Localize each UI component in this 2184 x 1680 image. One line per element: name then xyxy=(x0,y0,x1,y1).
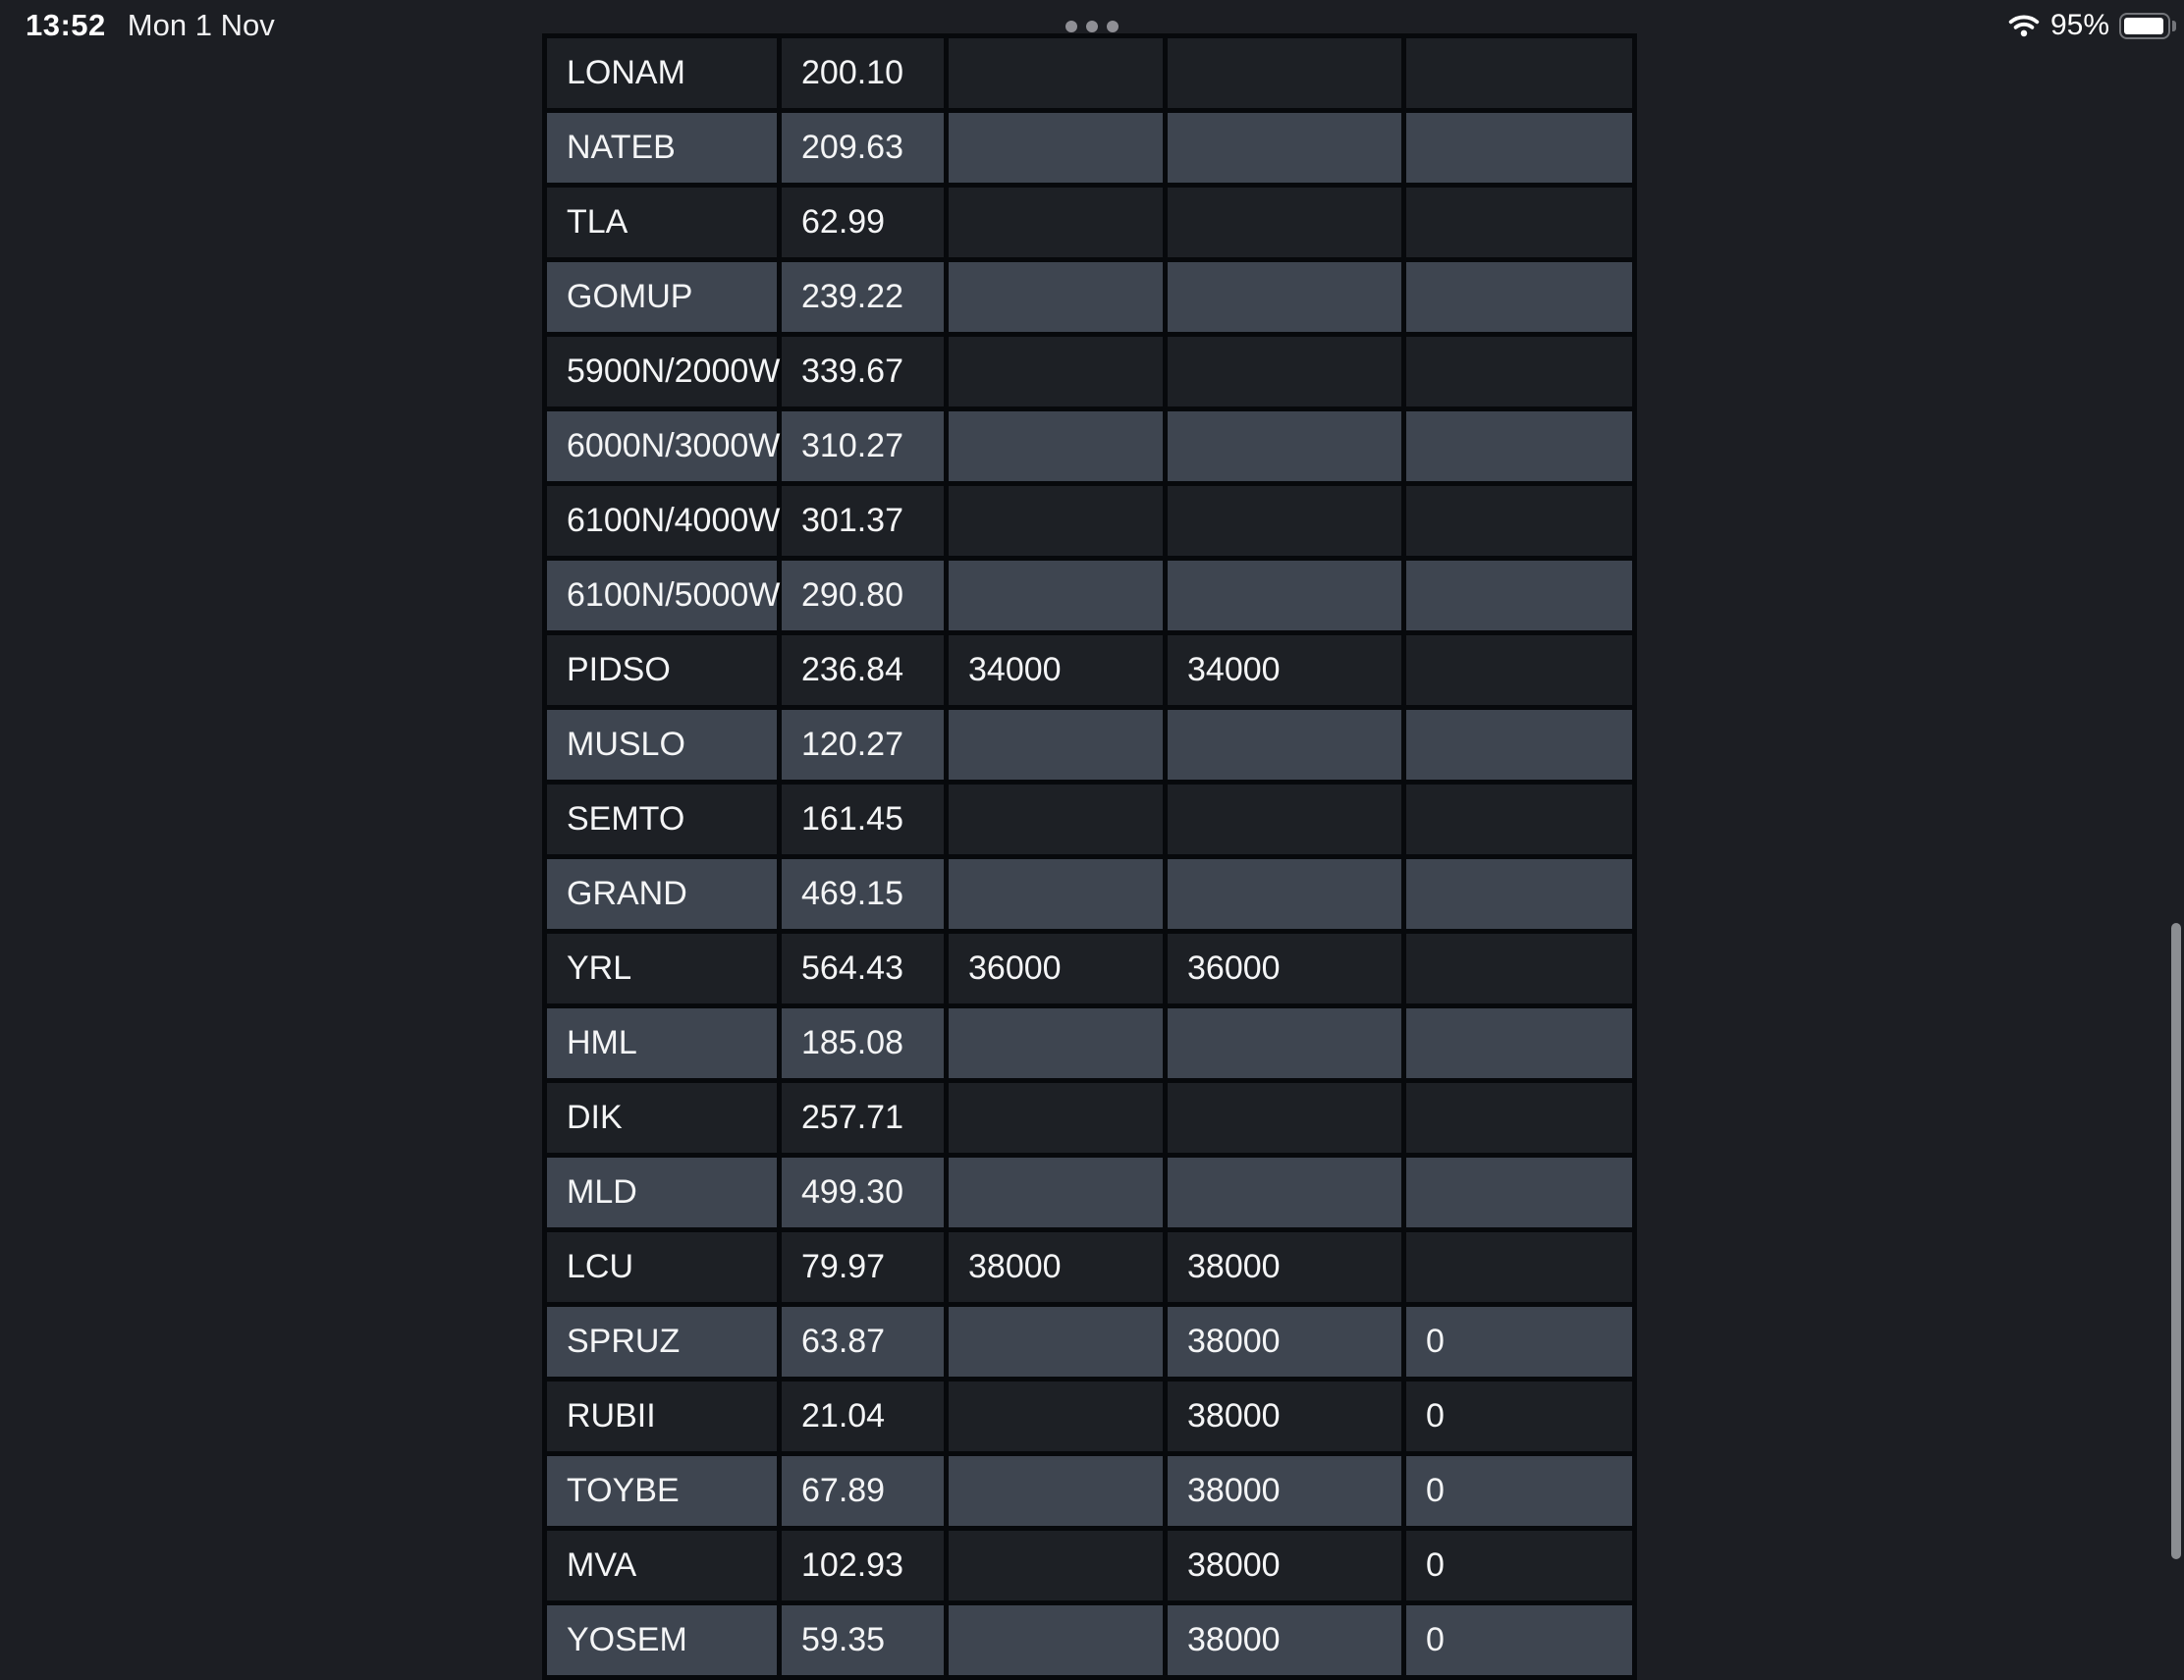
battery-fill xyxy=(2124,18,2163,34)
value-cell xyxy=(1406,785,1632,854)
value-cell xyxy=(949,1307,1163,1377)
value-cell xyxy=(1406,934,1632,1003)
value-cell xyxy=(1168,561,1401,630)
table-row xyxy=(547,710,1632,780)
value-cell: 38000 xyxy=(1168,1382,1401,1451)
value-cell: 38000 xyxy=(1168,1456,1401,1526)
table-row xyxy=(547,1158,1632,1227)
page-content xyxy=(542,54,1637,1658)
value-cell xyxy=(1406,1158,1632,1227)
waypoint-cell: GOMUP xyxy=(547,262,777,332)
tab-overflow-dot xyxy=(1086,21,1098,32)
value-cell xyxy=(949,1605,1163,1675)
value-cell xyxy=(1406,710,1632,780)
value-cell: 59.35 xyxy=(782,1605,944,1675)
value-cell xyxy=(1168,262,1401,332)
value-cell xyxy=(1168,337,1401,406)
value-cell: 564.43 xyxy=(782,934,944,1003)
table-row xyxy=(547,337,1632,406)
table-row xyxy=(547,1382,1632,1451)
value-cell xyxy=(1406,1083,1632,1153)
value-cell: 290.80 xyxy=(782,561,944,630)
waypoint-cell: LONAM xyxy=(547,38,777,108)
value-cell: 0 xyxy=(1406,1382,1632,1451)
tab-overflow-button[interactable] xyxy=(1065,21,1119,32)
table-row xyxy=(547,1456,1632,1526)
waypoint-cell: GRAND xyxy=(547,859,777,929)
value-cell: 36000 xyxy=(949,934,1163,1003)
value-cell: 36000 xyxy=(1168,934,1401,1003)
value-cell xyxy=(949,785,1163,854)
value-cell: 38000 xyxy=(1168,1307,1401,1377)
waypoint-cell: YOSEM xyxy=(547,1605,777,1675)
value-cell: 38000 xyxy=(949,1232,1163,1302)
flightplan-table xyxy=(542,33,1637,1680)
value-cell: 257.71 xyxy=(782,1083,944,1153)
value-cell: 161.45 xyxy=(782,785,944,854)
value-cell xyxy=(949,1531,1163,1600)
value-cell xyxy=(1406,337,1632,406)
table-row xyxy=(547,934,1632,1003)
value-cell xyxy=(1406,411,1632,481)
value-cell xyxy=(1168,710,1401,780)
wifi-icon xyxy=(2007,13,2041,38)
table-row xyxy=(547,411,1632,481)
value-cell xyxy=(1168,113,1401,183)
value-cell xyxy=(1168,411,1401,481)
value-cell xyxy=(949,710,1163,780)
value-cell xyxy=(1168,188,1401,257)
table-row xyxy=(547,262,1632,332)
waypoint-cell: 6100N/5000W xyxy=(547,561,777,630)
table-row xyxy=(547,1008,1632,1078)
table-row xyxy=(547,635,1632,705)
value-cell: 185.08 xyxy=(782,1008,944,1078)
value-cell xyxy=(1168,486,1401,556)
value-cell: 0 xyxy=(1406,1605,1632,1675)
value-cell: 62.99 xyxy=(782,188,944,257)
value-cell xyxy=(949,1083,1163,1153)
waypoint-cell: TOYBE xyxy=(547,1456,777,1526)
table-row xyxy=(547,859,1632,929)
waypoint-cell: SEMTO xyxy=(547,785,777,854)
value-cell xyxy=(949,188,1163,257)
value-cell xyxy=(949,1158,1163,1227)
value-cell xyxy=(1168,859,1401,929)
value-cell xyxy=(949,411,1163,481)
waypoint-cell: SPRUZ xyxy=(547,1307,777,1377)
waypoint-cell: 6100N/4000W xyxy=(547,486,777,556)
value-cell xyxy=(1406,38,1632,108)
value-cell xyxy=(949,859,1163,929)
table-row xyxy=(547,113,1632,183)
value-cell xyxy=(1168,785,1401,854)
value-cell xyxy=(949,113,1163,183)
tab-overflow-dot xyxy=(1065,21,1077,32)
battery-nub xyxy=(2172,21,2176,31)
flightplan-table-body xyxy=(547,38,1632,1675)
value-cell: 21.04 xyxy=(782,1382,944,1451)
value-cell xyxy=(1406,1008,1632,1078)
value-cell: 0 xyxy=(1406,1307,1632,1377)
value-cell xyxy=(1406,635,1632,705)
waypoint-cell: DIK xyxy=(547,1083,777,1153)
value-cell: 310.27 xyxy=(782,411,944,481)
waypoint-cell: TLA xyxy=(547,188,777,257)
clock-date: Mon 1 Nov xyxy=(127,8,275,42)
value-cell xyxy=(949,1456,1163,1526)
waypoint-cell: NATEB xyxy=(547,113,777,183)
value-cell: 301.37 xyxy=(782,486,944,556)
table-row xyxy=(547,1232,1632,1302)
vertical-scrollbar-thumb[interactable] xyxy=(2171,923,2181,1559)
value-cell xyxy=(1168,1158,1401,1227)
value-cell xyxy=(1168,1008,1401,1078)
value-cell: 239.22 xyxy=(782,262,944,332)
value-cell xyxy=(949,337,1163,406)
table-row xyxy=(547,1083,1632,1153)
value-cell xyxy=(1406,859,1632,929)
value-cell xyxy=(1168,1083,1401,1153)
value-cell: 67.89 xyxy=(782,1456,944,1526)
status-bar-left xyxy=(26,10,275,40)
value-cell xyxy=(1406,262,1632,332)
value-cell: 34000 xyxy=(949,635,1163,705)
waypoint-cell: MLD xyxy=(547,1158,777,1227)
table-row xyxy=(547,486,1632,556)
value-cell xyxy=(949,38,1163,108)
value-cell: 38000 xyxy=(1168,1531,1401,1600)
table-row xyxy=(547,561,1632,630)
value-cell xyxy=(949,1382,1163,1451)
value-cell xyxy=(1406,561,1632,630)
waypoint-cell: YRL xyxy=(547,934,777,1003)
table-row xyxy=(547,785,1632,854)
waypoint-cell: 6000N/3000W xyxy=(547,411,777,481)
waypoint-cell: 5900N/2000W xyxy=(547,337,777,406)
value-cell: 0 xyxy=(1406,1531,1632,1600)
value-cell xyxy=(949,262,1163,332)
waypoint-cell: MUSLO xyxy=(547,710,777,780)
value-cell: 38000 xyxy=(1168,1232,1401,1302)
battery-icon xyxy=(2119,13,2170,39)
table-row xyxy=(547,38,1632,108)
waypoint-cell: MVA xyxy=(547,1531,777,1600)
value-cell xyxy=(949,486,1163,556)
tab-overflow-dot xyxy=(1107,21,1119,32)
value-cell: 120.27 xyxy=(782,710,944,780)
value-cell: 63.87 xyxy=(782,1307,944,1377)
table-row xyxy=(547,188,1632,257)
value-cell: 339.67 xyxy=(782,337,944,406)
value-cell: 0 xyxy=(1406,1456,1632,1526)
waypoint-cell: RUBII xyxy=(547,1382,777,1451)
status-bar-right xyxy=(2007,9,2170,42)
table-row xyxy=(547,1307,1632,1377)
value-cell: 200.10 xyxy=(782,38,944,108)
table-row xyxy=(547,1605,1632,1675)
value-cell: 499.30 xyxy=(782,1158,944,1227)
value-cell: 79.97 xyxy=(782,1232,944,1302)
value-cell xyxy=(1406,188,1632,257)
battery-percent-label: 95% xyxy=(2049,9,2109,41)
value-cell xyxy=(1168,38,1401,108)
value-cell: 209.63 xyxy=(782,113,944,183)
value-cell xyxy=(949,561,1163,630)
value-cell: 38000 xyxy=(1168,1605,1401,1675)
clock-time: 13:52 xyxy=(26,8,106,42)
value-cell: 34000 xyxy=(1168,635,1401,705)
value-cell: 469.15 xyxy=(782,859,944,929)
value-cell xyxy=(1406,486,1632,556)
value-cell xyxy=(1406,1232,1632,1302)
value-cell xyxy=(1406,113,1632,183)
value-cell: 102.93 xyxy=(782,1531,944,1600)
waypoint-cell: HML xyxy=(547,1008,777,1078)
waypoint-cell: LCU xyxy=(547,1232,777,1302)
table-row xyxy=(547,1531,1632,1600)
waypoint-cell: PIDSO xyxy=(547,635,777,705)
value-cell xyxy=(949,1008,1163,1078)
value-cell: 236.84 xyxy=(782,635,944,705)
